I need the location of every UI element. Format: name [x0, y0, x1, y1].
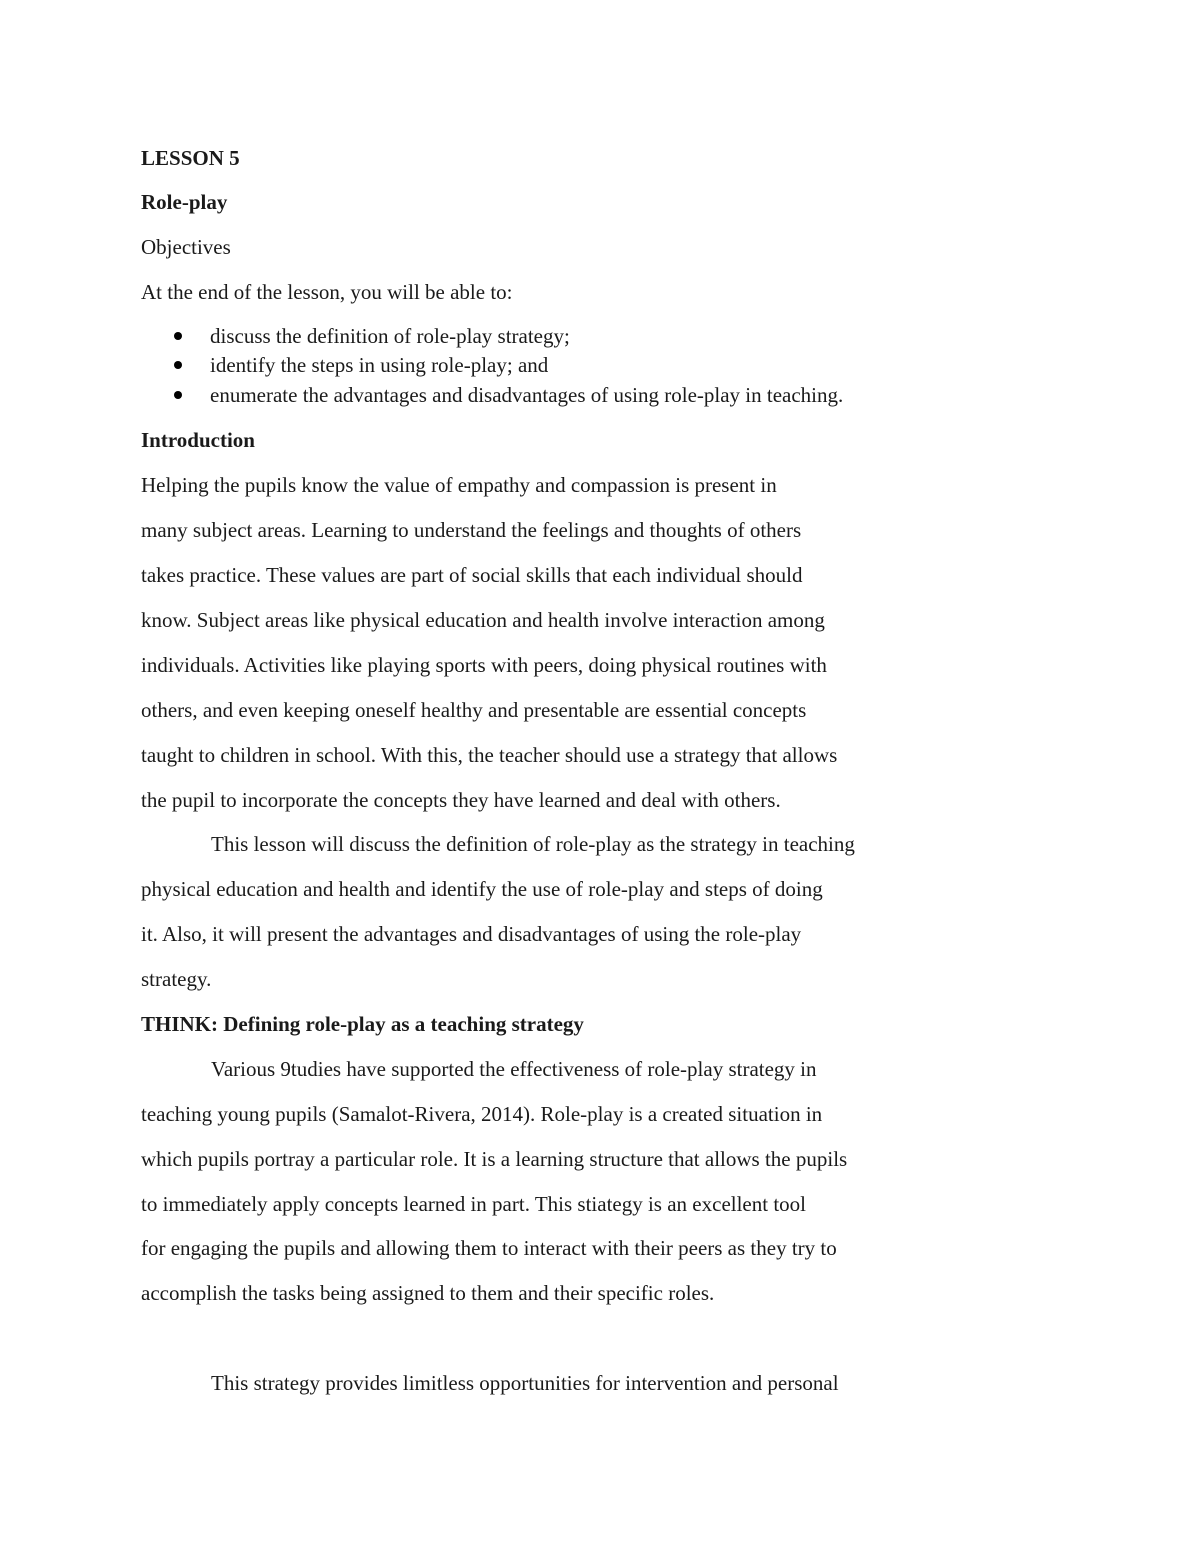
paragraph-line: know. Subject areas like physical education and health involve interaction among	[141, 608, 825, 632]
paragraph-line: strategy.	[141, 967, 212, 991]
bullet-icon	[174, 391, 182, 399]
paragraph-line: Various 9tudies have supported the effectiveness of role-play strategy in	[211, 1057, 817, 1081]
lesson-title: Role-play	[141, 190, 228, 214]
bullet-icon	[174, 332, 182, 340]
objective-item	[174, 324, 570, 348]
objectives-label: Objectives	[141, 235, 231, 259]
objective-text: enumerate the advantages and disadvantages of using role-play in teaching.	[210, 383, 844, 407]
paragraph-line: the pupil to incorporate the concepts they have learned and deal with others.	[141, 788, 781, 812]
objective-text: identify the steps in using role-play; and	[210, 353, 549, 377]
paragraph-line: This strategy provides limitless opportunities for intervention and personal	[211, 1371, 839, 1395]
paragraph-line: which pupils portray a particular role. It is a learning structure that allows the pupils	[141, 1147, 848, 1171]
objective-item	[174, 383, 843, 407]
introduction-heading: Introduction	[141, 428, 255, 452]
paragraph-line: takes practice. These values are part of social skills that each individual should	[141, 563, 803, 587]
paragraph-line: it. Also, it will present the advantages and disadvantages of using the role-play	[141, 922, 802, 946]
lesson-number: LESSON 5	[141, 146, 240, 170]
objective-item	[174, 353, 548, 377]
think-heading: THINK: Defining role-play as a teaching strategy	[141, 1012, 584, 1036]
bullet-icon	[174, 361, 182, 369]
paragraph-line: physical education and health and identify the use of role-play and steps of doing	[141, 877, 823, 901]
paragraph-line: to immediately apply concepts learned in part. This stiategy is an excellent tool	[141, 1192, 807, 1216]
paragraph-line: This lesson will discuss the definition of role-play as the strategy in teaching	[211, 832, 855, 856]
paragraph-line: taught to children in school. With this, the teacher should use a strategy that allows	[141, 743, 838, 767]
paragraph-line: Helping the pupils know the value of empathy and compassion is present in	[141, 473, 777, 497]
paragraph-line: others, and even keeping oneself healthy and presentable are essential concepts	[141, 698, 807, 722]
paragraph-line: accomplish the tasks being assigned to them and their specific roles.	[141, 1281, 715, 1305]
paragraph-line: for engaging the pupils and allowing them to interact with their peers as they try to	[141, 1236, 837, 1260]
paragraph-line: teaching young pupils (Samalot-Rivera, 2014). Role-play is a created situation in	[141, 1102, 823, 1126]
paragraph-line: many subject areas. Learning to understand the feelings and thoughts of others	[141, 518, 802, 542]
objectives-intro: At the end of the lesson, you will be able to:	[141, 280, 513, 304]
paragraph-line: individuals. Activities like playing sports with peers, doing physical routines with	[141, 653, 827, 677]
objective-text: discuss the definition of role-play strategy;	[210, 324, 570, 348]
